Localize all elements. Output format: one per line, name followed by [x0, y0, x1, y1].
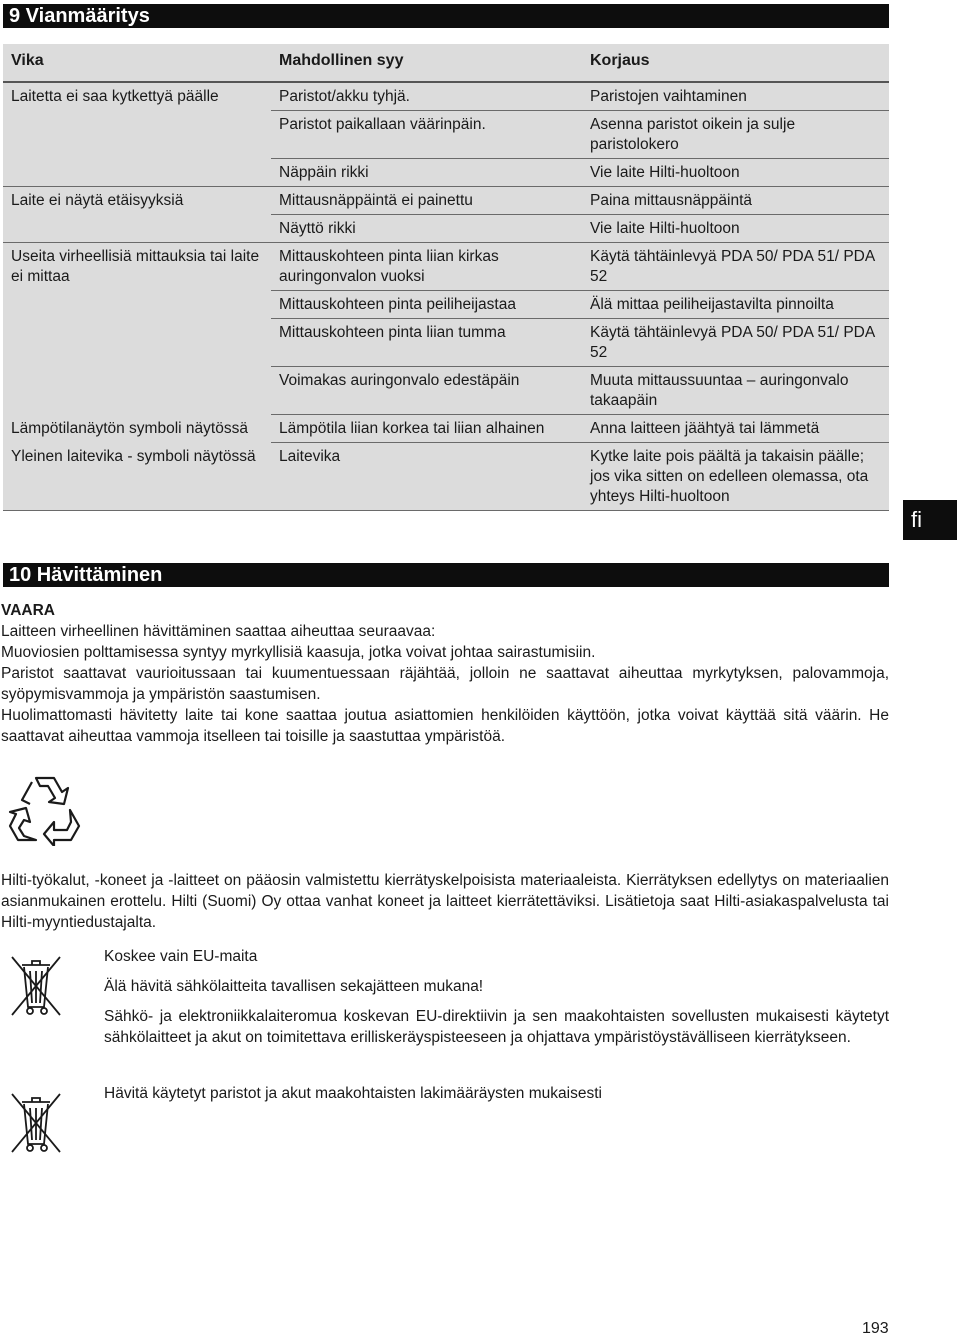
battery-disposal-text: Hävitä käytetyt paristot ja akut maakohtaisten lakimääräysten mukaisesti — [104, 1085, 602, 1102]
fault-cell — [3, 159, 271, 187]
remedy-cell: Älä mittaa peiliheijastavilta pinnoilta — [582, 291, 889, 319]
remedy-cell: Vie laite Hilti-huoltoon — [582, 159, 889, 187]
eu-disposal-info — [104, 946, 889, 1048]
eu-directive-text: Sähkö- ja elektroniikkalaiteromua koskevan EU-direktiivin ja sen maakohtaisten sovellusten mukaisesti käytetyt sähkölaitteet ja akut on toimitettava erilliskeräyspisteeseen ja ohjattava ympäristöystävälliseen kierrätykseen. — [104, 1008, 889, 1046]
table-row — [3, 243, 889, 291]
fault-cell: Laite ei näytä etäisyyksiä — [11, 192, 184, 209]
paragraph: Huolimattomasti hävitetty laite tai kone saattaa joutua asiattomien henkilöiden käyttöön, jotka voivat käyttää sitä väärin. He saattavat aiheuttaa vammoja itselleen tai toisille ja saastuttaa ympäristöä. — [1, 707, 889, 745]
paragraph: Muoviosien polttamisessa syntyy myrkyllisiä kaasuja, jotka voivat johtaa sairastumisiin. — [1, 644, 596, 661]
table-header-row — [3, 44, 889, 82]
cause-cell: Voimakas auringonvalo edestäpäin — [271, 367, 582, 415]
page-number: 193 — [862, 1320, 889, 1337]
danger-label: VAARA — [1, 602, 55, 619]
language-tab: fi — [903, 500, 957, 540]
fault-cell — [3, 111, 271, 159]
table-row — [3, 159, 889, 187]
battery-disposal-info — [104, 1083, 889, 1104]
recycle-text: Hilti-työkalut, -koneet ja -laitteet on pääosin valmistettu kierrätyskelpoisista materiaaleista. Kierrätyksen edellytys on materiaalien asianmukainen erottelu. Hilti (Suomi) Oy ottaa vanhat koneet ja laitteet kierrätettäviksi. Lisätietoja saat Hilti-asiakaspalvelusta tai Hilti-myyntiedustajalta. — [1, 872, 889, 931]
section-9-title: 9 Vianmääritys — [3, 4, 889, 28]
remedy-cell: Käytä tähtäinlevyä PDA 50/ PDA 51/ PDA 52 — [582, 319, 889, 367]
cause-cell: Lämpötila liian korkea tai liian alhainen — [271, 415, 582, 443]
remedy-cell: Muuta mittaussuuntaa – auringonvalo takaapäin — [582, 367, 889, 415]
eu-only-note: Koskee vain EU-maita — [104, 948, 258, 965]
remedy-cell: Kytke laite pois päältä ja takaisin päälle; jos vika sitten on edelleen olemassa, ota yhteys Hilti-huoltoon — [582, 443, 889, 511]
cause-cell: Mittauskohteen pinta peiliheijastaa — [271, 291, 582, 319]
table-row — [3, 415, 889, 443]
header-remedy: Korjaus — [582, 44, 889, 82]
table-row — [3, 319, 889, 367]
table-row — [3, 291, 889, 319]
fault-cell: Yleinen laitevika - symboli näytössä — [3, 443, 271, 511]
disposal-warning — [1, 600, 889, 747]
cause-cell: Näppäin rikki — [271, 159, 582, 187]
eu-household-warning: Älä hävitä sähkölaitteita tavallisen sekajätteen mukana! — [104, 978, 484, 995]
fault-cell: Lämpötilanäytön symboli näytössä — [11, 419, 248, 437]
fault-cell — [3, 367, 271, 415]
remedy-cell: Käytä tähtäinlevyä PDA 50/ PDA 51/ PDA 52 — [582, 243, 889, 291]
recycle-icon — [6, 772, 84, 846]
cause-cell: Paristot/akku tyhjä. — [271, 82, 582, 111]
fault-cell: Laitetta ei saa kytkettyä päälle — [11, 88, 219, 105]
table-row — [3, 215, 889, 243]
crossed-out-bin-icon — [8, 953, 64, 1017]
table-row — [3, 82, 889, 111]
remedy-cell: Paristojen vaihtaminen — [582, 82, 889, 111]
paragraph: Laitteen virheellinen hävittäminen saattaa aiheuttaa seuraavaa: — [1, 623, 436, 640]
cause-cell: Paristot paikallaan väärinpäin. — [271, 111, 582, 159]
remedy-cell: Vie laite Hilti-huoltoon — [582, 215, 889, 243]
remedy-cell: Asenna paristot oikein ja sulje paristolokero — [582, 111, 889, 159]
remedy-cell: Paina mittausnäppäintä — [582, 187, 889, 215]
cause-cell: Mittauskohteen pinta liian tumma — [271, 319, 582, 367]
troubleshooting-table — [3, 44, 889, 511]
cause-cell: Mittauskohteen pinta liian kirkas auringonvalon vuoksi — [271, 243, 582, 291]
fault-cell: Useita virheellisiä mittauksia tai laite ei mittaa — [11, 248, 260, 285]
table-row — [3, 111, 889, 159]
header-fault: Vika — [3, 44, 271, 82]
header-cause: Mahdollinen syy — [271, 44, 582, 82]
remedy-cell: Anna laitteen jäähtyä tai lämmetä — [582, 415, 889, 443]
fault-cell — [3, 215, 271, 243]
cause-cell: Mittausnäppäintä ei painettu — [271, 187, 582, 215]
section-10-title: 10 Hävittäminen — [3, 563, 889, 587]
fault-cell — [3, 319, 271, 367]
cause-cell: Näyttö rikki — [271, 215, 582, 243]
table-row — [3, 367, 889, 415]
paragraph: Paristot saattavat vaurioitussaan tai kuumentuessaan räjähtää, jolloin ne saattavat aiheuttaa myrkytyksen, palovammoja, syöpymisvammoja ja ympäristön saastumisen. — [1, 665, 889, 703]
cause-cell: Laitevika — [271, 443, 582, 511]
table-row — [3, 187, 889, 215]
table-row — [3, 443, 889, 511]
crossed-out-bin-icon — [8, 1090, 64, 1154]
fault-cell — [3, 291, 271, 319]
